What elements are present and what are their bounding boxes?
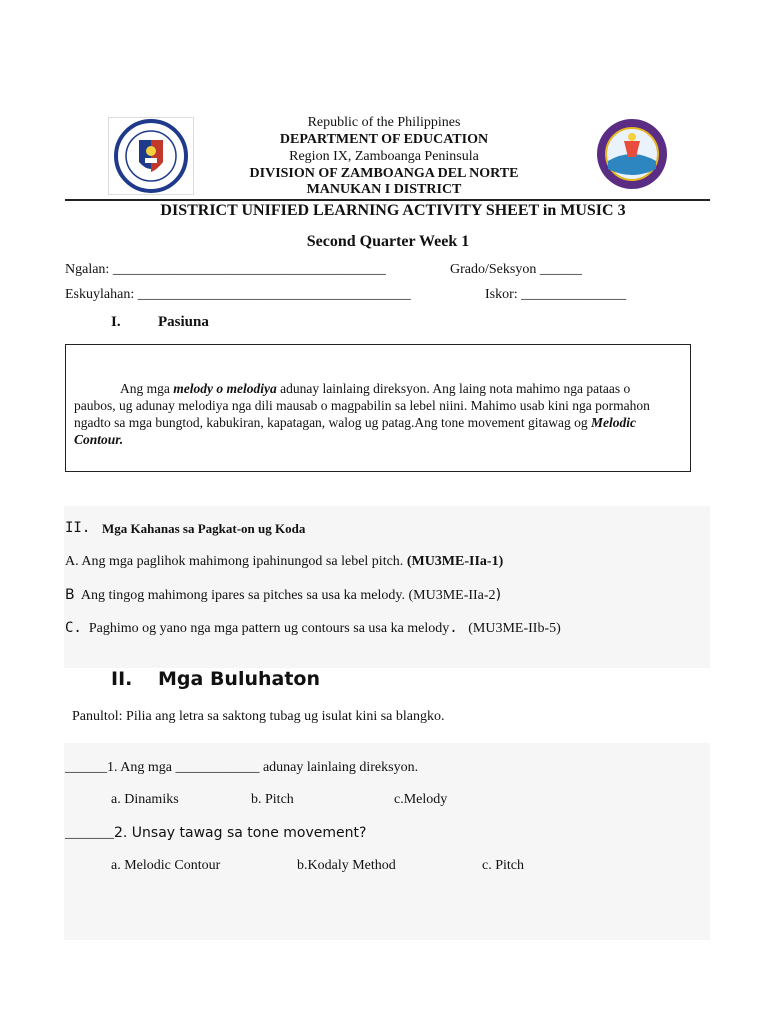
objective-b (65, 587, 501, 604)
section1-number: I. (111, 314, 121, 330)
section2-number: II. (65, 520, 91, 536)
objective-c-text: Paghimo og yano nga mga pattern ug contours sa usa ka melody (81, 621, 450, 636)
objective-c-dot: . (449, 620, 458, 636)
header-divider (65, 199, 710, 201)
worksheet-subtitle: Second Quarter Week 1 (306, 233, 470, 250)
name-field[interactable]: Ngalan: _______________________________________ (65, 262, 386, 277)
section2-heading: Mga Kahanas sa Pagkat-on ug Koda (102, 521, 306, 536)
worksheet-title: DISTRICT UNIFIED LEARNING ACTIVITY SHEET in MUSIC 3 (160, 202, 626, 219)
question-2-blank[interactable]: _______ (65, 826, 114, 841)
header-department: DEPARTMENT OF EDUCATION (279, 132, 489, 147)
objective-a-text: Ang mga paglihok mahimong ipahinungod sa lebel pitch. (78, 554, 407, 569)
intro-text-start: Ang mga (120, 381, 174, 396)
q1-choice-a[interactable]: a. Dinamiks (111, 792, 179, 807)
header-region: Region IX, Zamboanga Peninsula (289, 149, 479, 164)
objective-b-letter: B (65, 587, 75, 603)
objective-c-letter: C. (65, 620, 82, 636)
objective-a-letter: A. (65, 554, 79, 569)
intro-paragraph (74, 380, 674, 448)
score-field[interactable]: Iskor: _______________ (485, 287, 627, 302)
q1-choice-b[interactable]: b. Pitch (251, 792, 294, 807)
intro-term-melodic-contour: Melodic Contour. (74, 415, 636, 447)
q2-choice-c[interactable]: c. Pitch (482, 858, 524, 873)
section1-heading: Pasiuna (158, 314, 209, 330)
header-district: MANUKAN I DISTRICT (306, 182, 462, 197)
school-field[interactable]: Eskuylahan: _______________________________________ (65, 287, 411, 302)
objective-b-code: ) (495, 587, 502, 603)
q2-choice-a[interactable]: a. Melodic Contour (111, 858, 221, 873)
question-2-text: 2. Unsay tawag sa tone movement? (114, 825, 367, 841)
grade-section-field[interactable]: Grado/Seksyon ______ (450, 262, 582, 277)
header-division: DIVISION OF ZAMBOANGA DEL NORTE (249, 166, 519, 181)
objective-a-code: (MU3ME-IIa-1) (406, 554, 504, 569)
objective-a (65, 554, 503, 570)
question-1[interactable]: ______1. Ang mga ____________ adunay lainlaing direksyon. (65, 760, 419, 775)
intro-term-melody: melody o melodiya (173, 381, 277, 396)
intro-text-middle: adunay lainlaing direksyon. Ang laing nota mahimo nga pataas o paubos, ug adunay melodiya nga dili mausab o magpabilin sa lebel niini. Mahimo usab kini nga pormahon ngadto sa mga bungtod, kabukiran, kapatagan, walog ug patag.Ang tone movement gitawag og (74, 381, 650, 430)
question-2[interactable] (65, 825, 366, 842)
objective-c-code: (MU3ME-IIb-5) (457, 621, 561, 636)
header-republic: Republic of the Philippines (307, 115, 461, 130)
objective-b-text: Ang tingog mahimong ipares sa pitches sa usa ka melody. (MU3ME-IIa-2 (74, 588, 496, 603)
objective-c (65, 620, 561, 637)
q2-choice-b[interactable]: b.Kodaly Method (297, 858, 396, 873)
section3-number: II. (111, 668, 133, 690)
q1-choice-c[interactable]: c.Melody (394, 792, 448, 807)
section3-heading: Mga Buluhaton (158, 668, 321, 690)
instruction-text: Panultol: Pilia ang letra sa saktong tubag ug isulat kini sa blangko. (72, 709, 445, 724)
